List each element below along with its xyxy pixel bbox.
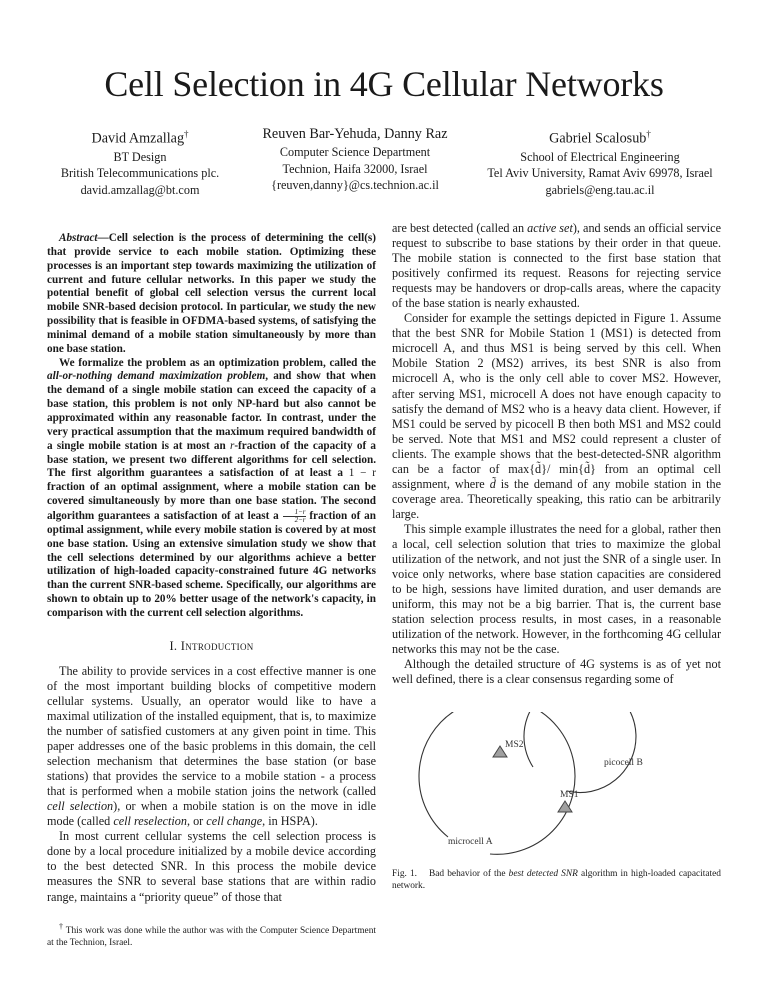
intro-paragraph-4: This simple example illustrates the need for a global, rather then a local, cell selection solution that tries to maximize the global utilization of the network, and not just the SNR of a single user. In voice only networks, where base station capacities are considered to be high, sessions have limited duration, and user demands are uniform, this may not be a big barrier. That is, the current base station selection process results, in most cases, in a reasonable utilization of the network. However, in the forthcoming 4G cellular networks this may not be the case. xyxy=(392,521,721,657)
author-3 xyxy=(470,125,730,198)
math-ratio: max{d̃}/ min{d̃} xyxy=(508,461,596,476)
microcell-a-label: microcell A xyxy=(448,837,493,848)
figure-1 xyxy=(392,712,721,862)
intro-paragraph-2: In most current cellular systems the cell selection process is done by a local procedure initialized by a mobile device according to the best detected SNR. In this process the mobile device measures the SNR to several base stations that are within radio range, maintains a “priority queue” of those that xyxy=(47,829,376,904)
dagger-mark: † xyxy=(59,921,64,931)
author-email[interactable]: gabriels@eng.tau.ac.il xyxy=(545,182,655,197)
author-2 xyxy=(255,125,455,198)
math-fraction: $\frac{1-r}{2-r}$ xyxy=(283,509,306,524)
microcell-a-circle xyxy=(419,712,575,854)
right-column xyxy=(392,221,721,892)
math-r: r xyxy=(229,439,235,452)
picocell-b-label: picocell B xyxy=(604,758,643,769)
footnote: † This work was done while the author was with the Computer Science Department at the Technion, Israel. xyxy=(47,921,376,948)
intro-paragraph-1: The ability to provide services in a cost effective manner is one of the most important building blocks of competitive modern cellular systems. Usually, an operator would like to have a maximal utilization of the installed equipment, that is, to maximize the number of satisfied customers at any given point in time. This paper addresses one of the basic problems in this domain, the cell selection mechanism that determines the base station (or base stations) that provides the service to a mobile station - a process that is performed when a mobile station joins the network (called cell selection), or when a mobile station is on the move in idle mode (called cell reselection, or cell change, in HSPA). xyxy=(47,663,376,829)
author-affiliation: Computer Science Department xyxy=(279,145,431,159)
author-1 xyxy=(40,125,240,198)
author-affiliation: British Telecommunications plc. xyxy=(60,166,220,181)
abstract-paragraph-1: Abstract—Cell selection is the process of determining the cell(s) that provide service to each mobile station. Optimizing these processes is an important step towards maximizing the utilization of current and future cellular networks. In this paper we study the potential benefit of global cell selection versus the current local mobile SNR-based decision protocol. In particular, we study the new possibility that is feasible in OFDMA-based systems, of satisfying the minimal demand of a mobile station simultaneously by more than one base station. xyxy=(47,232,376,355)
author-name: David Amzallag xyxy=(91,130,185,147)
figure-label: Fig. 1. xyxy=(392,869,417,880)
author-affiliation: Tel Aviv University, Ramat Aviv 69978, Israel xyxy=(487,166,713,181)
left-column xyxy=(47,232,376,949)
author-affiliation: School of Electrical Engineering xyxy=(520,149,680,164)
abstract xyxy=(47,232,376,621)
ms1-label: MS1 xyxy=(560,790,579,801)
intro-paragraph-5: Although the detailed structure of 4G systems is as of yet not well defined, there is a clear consensus regarding some of xyxy=(392,657,721,687)
intro-paragraph-2-continued: are best detected (called an active set), and sends an official service request to subscribe to base stations by their order in that queue. The mobile station is connected to the first base station that positively confirmed its request. Reasons for rejecting service requests may be handovers or drop-calls areas, where the capacity of the base station is nearly exhausted. xyxy=(392,221,722,311)
intro-paragraph-3: Consider for example the settings depicted in Figure 1. Assume that the best SNR for Mobile Station 1 (MS1) is detected from microcell A, and thus MS1 is being served by this cell. When Mobile Station 2 (MS2) arrives, its best SNR is also from microcell A, who is the only cell able to cover MS2. However, after serving MS1, microcell A does not have enough capacity to satisfy the demand of MS2 who is a heavy data client. However, if MS1 could be served by picocell B then both MS1 and MS2 could be served. Note that MS1 and MS2 could represent a cluster of clients. The example shows that the best-detected-SNR algorithm can be a factor of max{d̃}/ min{d̃} from an optimal cell assignment, where d̃ is the demand of any mobile station in the coverage area. Theoretically speaking, this ratio can be arbitrarily large. xyxy=(392,311,721,521)
dagger-mark: † xyxy=(184,129,189,139)
paper-title: Cell Selection in 4G Cellular Networks xyxy=(104,64,664,104)
author-affiliation: BT Design xyxy=(113,149,167,164)
author-block xyxy=(40,125,730,198)
abstract-paragraph-2: We formalize the problem as an optimization problem, called the all-or-nothing demand maximization problem, and show that when the demand of a single mobile station can exceed the capacity of a base station, this problem is not only NP-hard but also cannot be approximated within any reasonable factor. In contrast, under the very practical assumption that the maximum required bandwidth of a single mobile station is at most an r-fraction of the capacity of a base station, we present two different algorithms for cell selection. The first algorithm guarantees a satisfaction of at least a 1 − r fraction of an optimal assignment, where a mobile station can be covered simultaneously by more than one base station. The second algorithm guarantees a satisfaction of at least a $\frac{1-r}{2-r}$ fraction of an optimal assignment, while every mobile station is covered by at most one base station. Using an extensive simulation study we show that the cell selections determined by our algorithms achieve a better utilization of high-loaded capacity-constrained future 4G networks than the current SNR-based scheme. Specifically, our algorithms are shown to obtain up to 20% better usage of the network's capacity, in comparison with the current cell selection algorithms. xyxy=(47,356,376,619)
math-one-minus-r: 1 − r xyxy=(348,467,376,480)
author-email[interactable]: david.amzallag@bt.com xyxy=(80,182,200,197)
picocell-b-circle xyxy=(524,712,636,793)
abstract-label: Abstract xyxy=(59,232,98,244)
author-name: Reuven Bar-Yehuda, Danny Raz xyxy=(262,126,448,142)
author-name: Gabriel Scalosub xyxy=(549,130,647,147)
section-heading-introduction: I. Introduction xyxy=(169,638,254,653)
author-email[interactable]: {reuven,danny}@cs.technion.ac.il xyxy=(271,178,439,192)
dagger-mark: † xyxy=(646,129,651,139)
cell-diagram xyxy=(392,712,721,862)
math-d-tilde: d̃ xyxy=(489,476,496,491)
author-affiliation: Technion, Haifa 32000, Israel xyxy=(282,161,428,176)
ms2-label: MS2 xyxy=(505,740,524,751)
figure-caption: Fig. 1. Bad behavior of the best detected SNR algorithm in high-loaded capacitated network. xyxy=(392,869,721,892)
